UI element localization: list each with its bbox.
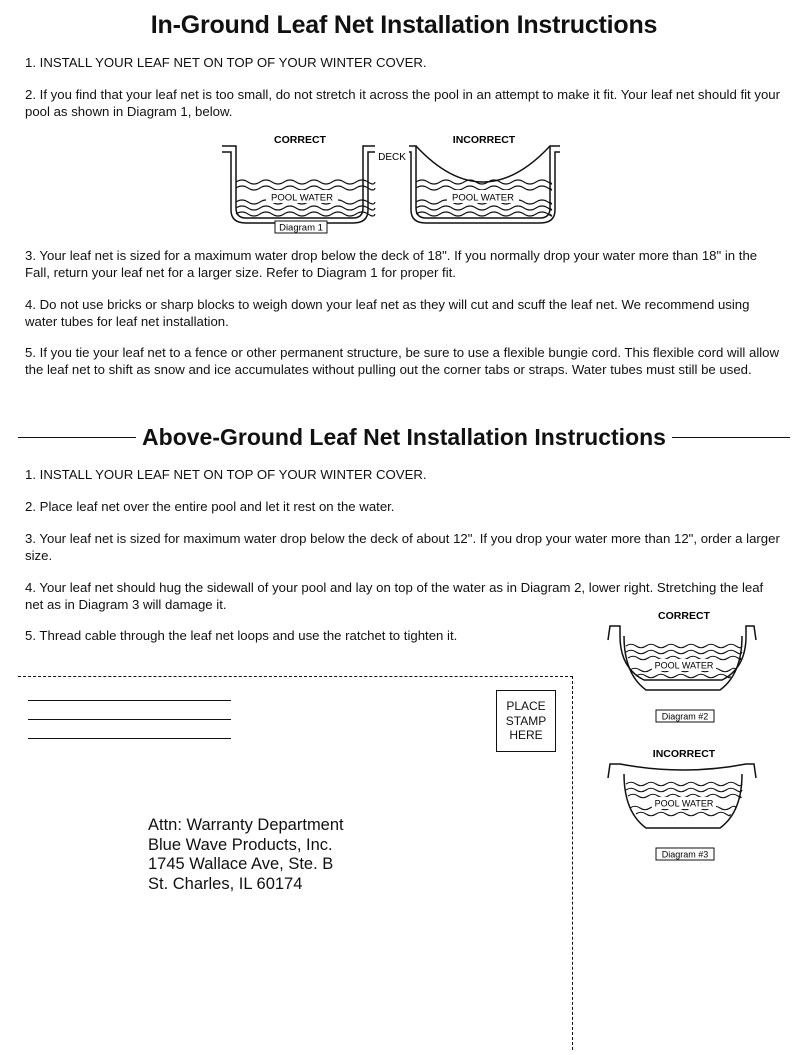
mailing-address: [148, 816, 344, 894]
stamp-text-3: HERE: [509, 728, 543, 743]
diagram-3-caption: Diagram #3: [661, 849, 709, 860]
heading-rule-left: [18, 437, 136, 438]
diagram-3: [604, 744, 764, 862]
address-line-3: 1745 Wallace Ave, Ste. B: [148, 855, 334, 874]
diagram-1-caption: Diagram 1: [279, 222, 323, 234]
aboveground-step-3: 3. Your leaf net is sized for maximum water drop below the deck of about 12". If you drop your water more than 12", order a larger size.: [25, 531, 780, 563]
return-address-line-2: [28, 719, 231, 720]
aboveground-step-5: 5. Thread cable through the leaf net loops and use the ratchet to tighten it.: [25, 628, 458, 643]
stamp-text-2: STAMP: [505, 713, 547, 728]
aboveground-step-4: 4. Your leaf net should hug the sidewall of your pool and lay on top of the water as in Diagram 2, lower right. Stretching the leaf net as in Diagram 3 will damage it.: [25, 580, 764, 612]
address-line-1: Attn: Warranty Department: [148, 816, 344, 834]
diagram-2-label: CORRECT: [658, 610, 710, 622]
deck-label: DECK: [378, 152, 406, 163]
stamp-box: [496, 690, 556, 752]
return-address-line-3: [28, 738, 231, 739]
correct-water-label: POOL WATER: [271, 192, 333, 204]
diagram-3-label: INCORRECT: [652, 748, 716, 760]
heading-rule-right: [672, 437, 790, 438]
address-line-4: St. Charles, IL 60174: [148, 874, 303, 893]
stamp-text-1: PLACE: [506, 699, 546, 714]
above-ground-heading: [18, 424, 790, 451]
page-title: In-Ground Leaf Net Installation Instructions: [150, 11, 658, 39]
inground-step-1: 1. INSTALL YOUR LEAF NET ON TOP OF YOUR WINTER COVER.: [25, 55, 427, 70]
diagram-2: [604, 606, 764, 724]
diagram-2-water-label: POOL WATER: [654, 660, 714, 671]
incorrect-pool-diagram: [409, 134, 560, 223]
inground-step-2: 2. If you find that your leaf net is too small, do not stretch it across the pool in an attempt to make it fit. Your leaf net should fit your pool as shown in Diagram 1, below.: [25, 87, 781, 119]
diagram-2-caption: Diagram #2: [661, 711, 709, 722]
inground-step-4: 4. Do not use bricks or sharp blocks to weigh down your leaf net as they will cut and scuff the leaf net. We recommend using water tubes for leaf net installation.: [25, 297, 750, 329]
aboveground-step-2: 2. Place leaf net over the entire pool and let it rest on the water.: [25, 499, 395, 514]
correct-label: CORRECT: [274, 134, 326, 146]
above-ground-title: Above-Ground Leaf Net Installation Instructions: [142, 424, 666, 450]
diagram-3-water-label: POOL WATER: [654, 798, 714, 809]
inground-step-3: 3. Your leaf net is sized for a maximum water drop below the deck of 18". If you normally drop your water more than 18" in the Fall, return your leaf net for a larger size. Refer to Diagram 1 for proper fit.: [25, 248, 758, 280]
correct-pool-diagram: [222, 134, 375, 223]
cut-line-vertical: [572, 676, 573, 1050]
inground-step-5: 5. If you tie your leaf net to a fence or other permanent structure, be sure to use a flexible bungie cord. This flexible cord will allow the leaf net to shift as snow and ice accumulates without pulling out the corner tabs or straps. Water tubes must still be used.: [25, 345, 780, 377]
diagram-1: [218, 128, 574, 238]
address-line-2: Blue Wave Products, Inc.: [148, 835, 333, 854]
cut-line-horizontal: [18, 676, 573, 677]
return-address-line-1: [28, 700, 231, 701]
aboveground-step-1: 1. INSTALL YOUR LEAF NET ON TOP OF YOUR WINTER COVER.: [25, 467, 427, 482]
incorrect-label: INCORRECT: [452, 134, 516, 146]
incorrect-water-label: POOL WATER: [452, 192, 514, 204]
